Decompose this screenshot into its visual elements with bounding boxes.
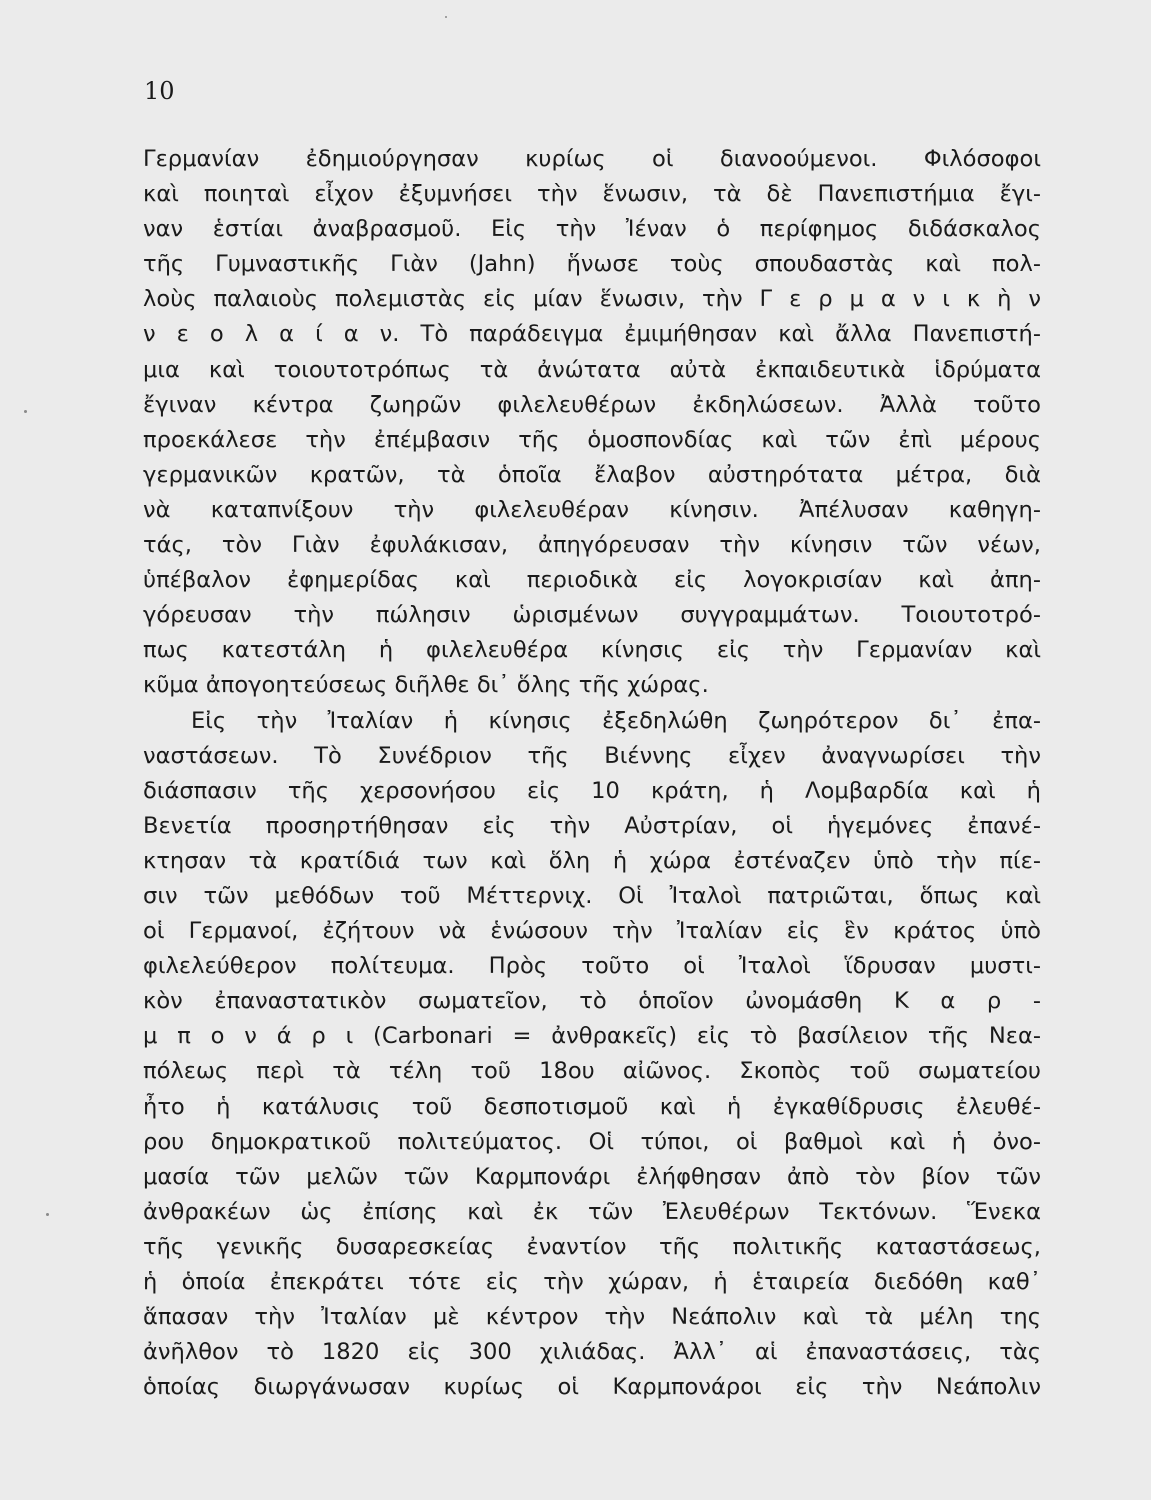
paper-speck	[24, 410, 27, 413]
text-line: ἦτο ἡ κατάλυσις τοῦ δεσποτισμοῦ καὶ ἡ ἐγκαθίδρυσις ἐλευθέ-	[143, 1093, 1041, 1120]
text-line: φιλελεύθερον πολίτευμα. Πρὸς τοῦτο οἱ Ἰταλοὶ ἵδρυσαν μυστι-	[143, 953, 1041, 980]
text-line: ὁποίας διωργάνωσαν κυρίως οἱ Καρμπονάροι εἰς τὴν Νεάπολιν	[143, 1374, 1041, 1401]
text-line: πόλεως περὶ τὰ τέλη τοῦ 18ου αἰῶνος. Σκοπὸς τοῦ σωματείου	[143, 1058, 1041, 1085]
paper-speck	[445, 16, 447, 18]
text-line: ὑπέβαλον ἐφημερίδας καὶ περιοδικὰ εἰς λογοκρισίαν καὶ ἀπη-	[143, 567, 1041, 594]
text-line: ρου δημοκρατικοῦ πολιτεύματος. Οἱ τύποι, οἱ βαθμοὶ καὶ ἡ ὀνο-	[143, 1128, 1041, 1155]
text-line: ναστάσεων. Τὸ Συνέδριον τῆς Βιέννης εἶχεν ἀναγνωρίσει τὴν	[143, 742, 1041, 769]
text-line: κτησαν τὰ κρατίδιά των καὶ ὅλη ἡ χώρα ἐστέναζεν ὑπὸ τὴν πίε-	[143, 847, 1041, 874]
text-line: ἀνῆλθον τὸ 1820 εἰς 300 χιλιάδας. Ἀλλ᾿ αἱ ἐπαναστάσεις, τὰς	[143, 1339, 1041, 1366]
text-line: καὶ ποιηταὶ εἶχον ἐξυμνήσει τὴν ἕνωσιν, τὰ δὲ Πανεπιστήμια ἔγι-	[143, 181, 1041, 208]
text-line: τῆς Γυμναστικῆς Γιὰν (Jahn) ἥνωσε τοὺς σπουδαστὰς καὶ πολ-	[143, 251, 1041, 278]
text-line: γόρευσαν τὴν πώλησιν ὡρισμένων συγγραμμάτων. Τοιουτοτρό-	[143, 602, 1041, 629]
text-line: κὸν ἐπαναστατικὸν σωματεῖον, τὸ ὁποῖον ὠνομάσθη Κ α ρ -	[143, 988, 1041, 1015]
text-line: μ π ο ν ά ρ ι (Carbonari = ἀνθρακεῖς) εἰς τὸ βασίλειον τῆς Νεα-	[143, 1023, 1041, 1050]
text-line: τῆς γενικῆς δυσαρεσκείας ἐναντίον τῆς πολιτικῆς καταστάσεως,	[143, 1233, 1041, 1260]
paragraph-end-line: κῦμα ἀπογοητεύσεως διῆλθε δι᾿ ὅλης τῆς χώρας.	[143, 672, 709, 699]
text-line: γερμανικῶν κρατῶν, τὰ ὁποῖα ἔλαβον αὐστηρότατα μέτρα, διὰ	[143, 461, 1041, 488]
text-line: ἅπασαν τὴν Ἰταλίαν μὲ κέντρον τὴν Νεάπολιν καὶ τὰ μέλη της	[143, 1304, 1041, 1331]
text-line: ν ε ο λ α ί α ν. Τὸ παράδειγμα ἐμιμήθησαν καὶ ἄλλα Πανεπιστή-	[143, 321, 1041, 348]
text-line: μασία τῶν μελῶν τῶν Καρμπονάρι ἐλήφθησαν ἀπὸ τὸν βίον τῶν	[143, 1163, 1041, 1190]
paragraph-start-line: Εἰς τὴν Ἰταλίαν ἡ κίνησις ἐξεδηλώθη ζωηρότερον δι᾿ ἐπα-	[191, 707, 1041, 734]
text-line: μια καὶ τοιουτοτρόπως τὰ ἀνώτατα αὐτὰ ἐκπαιδευτικὰ ἱδρύματα	[143, 356, 1041, 383]
text-line: ἡ ὁποία ἐπεκράτει τότε εἰς τὴν χώραν, ἡ ἑταιρεία διεδόθη καθ᾿	[143, 1269, 1041, 1295]
text-line: λοὺς παλαιοὺς πολεμιστὰς εἰς μίαν ἕνωσιν, τὴν Γ ε ρ μ α ν ι κ ὴ ν	[143, 286, 1041, 313]
text-line: προεκάλεσε τὴν ἐπέμβασιν τῆς ὁμοσπονδίας καὶ τῶν ἐπὶ μέρους	[143, 426, 1041, 453]
text-line: πως κατεστάλη ἡ φιλελευθέρα κίνησις εἰς τὴν Γερμανίαν καὶ	[143, 637, 1041, 664]
page-number: 10	[144, 77, 175, 105]
text-line: σιν τῶν μεθόδων τοῦ Μέττερνιχ. Οἱ Ἰταλοὶ πατριῶται, ὅπως καὶ	[143, 882, 1041, 909]
text-line: ναν ἑστίαι ἀναβρασμοῦ. Εἰς τὴν Ἰέναν ὁ περίφημος διδάσκαλος	[143, 216, 1041, 243]
body-text	[143, 142, 1041, 1405]
text-line: οἱ Γερμανοί, ἐζήτουν νὰ ἑνώσουν τὴν Ἰταλίαν εἰς ἓν κράτος ὑπὸ	[143, 918, 1041, 945]
text-line: νὰ καταπνίξουν τὴν φιλελευθέραν κίνησιν. Ἀπέλυσαν καθηγη-	[143, 496, 1041, 523]
text-line: τάς, τὸν Γιὰν ἐφυλάκισαν, ἀπηγόρευσαν τὴν κίνησιν τῶν νέων,	[143, 532, 1041, 559]
text-line: ἀνθρακέων ὡς ἐπίσης καὶ ἐκ τῶν Ἐλευθέρων Τεκτόνων. Ἕνεκα	[143, 1198, 1041, 1225]
text-line: Γερμανίαν ἐδημιούργησαν κυρίως οἱ διανοούμενοι. Φιλόσοφοι	[143, 146, 1041, 172]
text-line: Βενετία προσηρτήθησαν εἰς τὴν Αὐστρίαν, οἱ ἡγεμόνες ἐπανέ-	[143, 812, 1041, 839]
text-line: ἔγιναν κέντρα ζωηρῶν φιλελευθέρων ἐκδηλώσεων. Ἀλλὰ τοῦτο	[143, 391, 1041, 418]
paper-speck	[46, 1213, 49, 1216]
text-line: διάσπασιν τῆς χερσονήσου εἰς 10 κράτη, ἡ Λομβαρδία καὶ ἡ	[143, 777, 1041, 804]
